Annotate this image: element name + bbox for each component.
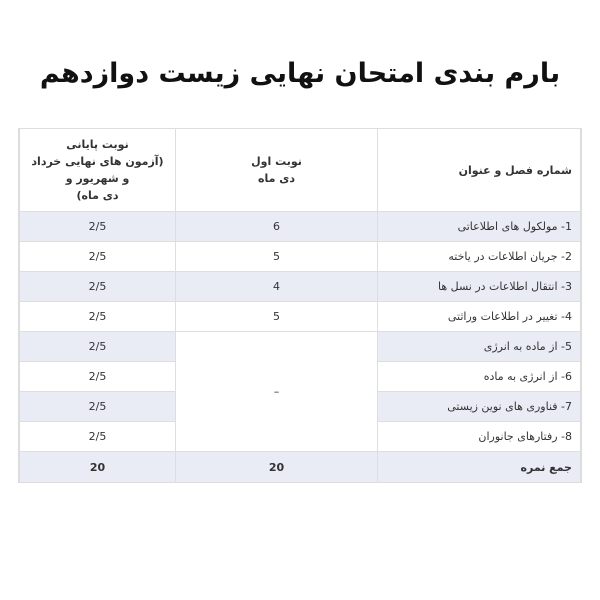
table-header-row [20, 129, 581, 212]
row-topic: 8- رفتارهای جانوران [378, 422, 581, 452]
header-final-term-line3: دی ماه) [76, 189, 119, 202]
total-final-term: 20 [20, 452, 176, 483]
row-first-term: 6 [176, 212, 378, 242]
table-row [20, 332, 581, 362]
table-row [20, 302, 581, 332]
total-label: جمع نمره [378, 452, 581, 483]
row-first-term: 4 [176, 272, 378, 302]
header-final-term-line2: (آزمون های نهایی خرداد و شهریور و [31, 155, 164, 185]
header-first-term-line2: دی ماه [258, 172, 295, 185]
grading-table [19, 128, 581, 483]
table-row [20, 272, 581, 302]
row-first-term: 5 [176, 302, 378, 332]
row-topic: 4- تغییر در اطلاعات وراثتی [378, 302, 581, 332]
grading-table-container [18, 128, 582, 483]
row-topic: 1- مولکول های اطلاعاتی [378, 212, 581, 242]
header-topic-label: شماره فصل و عنوان [458, 163, 572, 177]
row-topic: 6- از انرژی به ماده [378, 362, 581, 392]
header-topic [378, 129, 581, 212]
header-first-term [176, 129, 378, 212]
total-row [20, 452, 581, 483]
row-final-term: 2/5 [20, 212, 176, 242]
page-title: بارم بندی امتحان نهایی زیست دوازدهم [39, 58, 561, 89]
header-first-term-line1: نوبت اول [251, 155, 302, 168]
row-topic: 2- جریان اطلاعات در یاخته [378, 242, 581, 272]
row-final-term: 2/5 [20, 242, 176, 272]
row-final-term: 2/5 [20, 332, 176, 362]
table-row [20, 242, 581, 272]
row-final-term: 2/5 [20, 272, 176, 302]
row-final-term: 2/5 [20, 362, 176, 392]
table-row [20, 212, 581, 242]
total-first-term: 20 [176, 452, 378, 483]
header-final-term-line1: نوبت پایانی [66, 138, 129, 151]
row-topic: 3- انتقال اطلاعات در نسل ها [378, 272, 581, 302]
row-final-term: 2/5 [20, 302, 176, 332]
row-final-term: 2/5 [20, 422, 176, 452]
header-final-term [20, 129, 176, 212]
merged-first-term-cell: – [176, 332, 378, 452]
row-topic: 7- فناوری های نوین زیستی [378, 392, 581, 422]
row-topic: 5- از ماده به انرژی [378, 332, 581, 362]
row-first-term: 5 [176, 242, 378, 272]
row-final-term: 2/5 [20, 392, 176, 422]
